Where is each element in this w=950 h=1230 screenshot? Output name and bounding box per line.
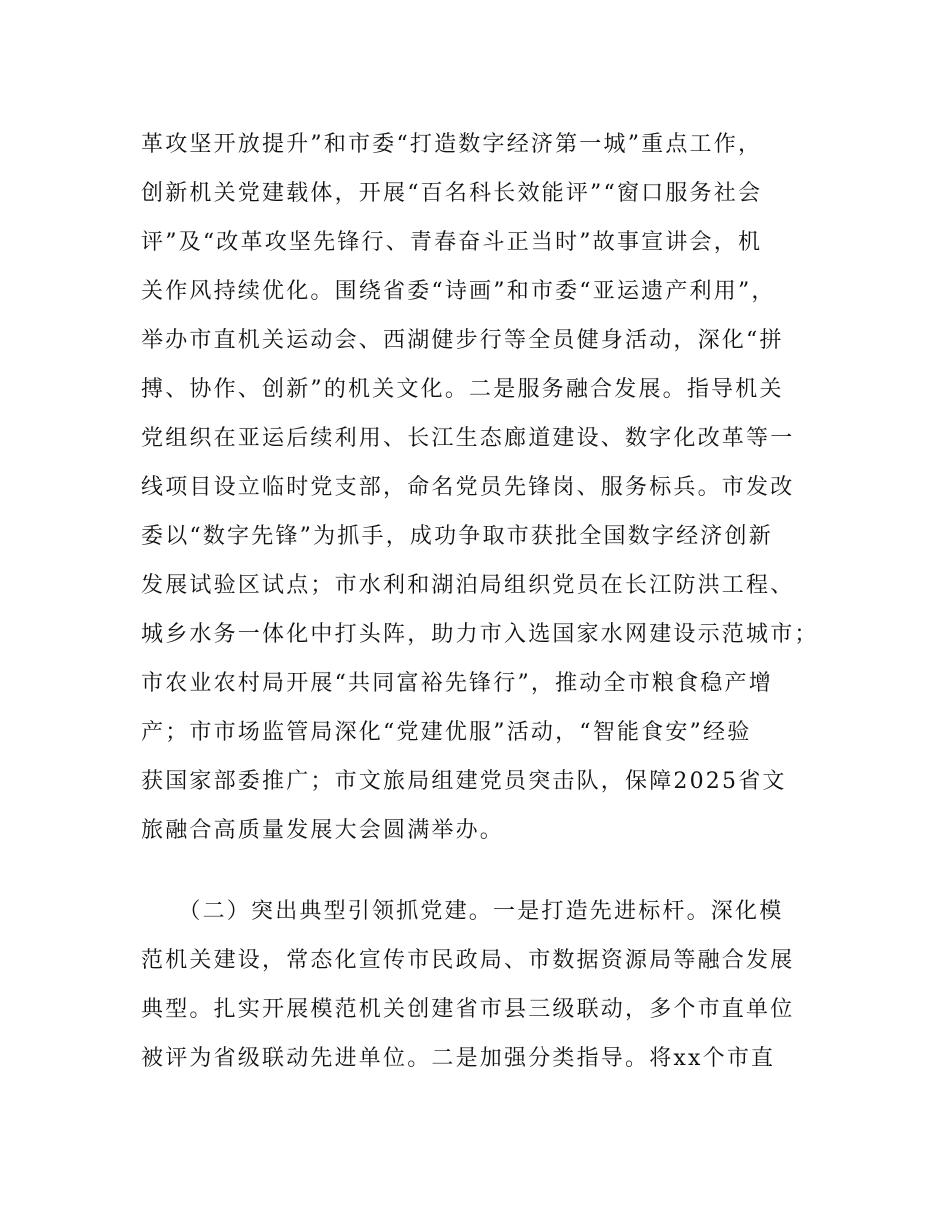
text-line: 旅融合高质量发展大会圆满举办。 <box>141 818 505 843</box>
text-line: 被评为省级联动先进单位。二是加强分类指导。将xx个市直 <box>141 1046 776 1071</box>
text-line: 委以“数字先锋”为抓手，成功争取市获批全国数字经济创新 <box>141 524 773 549</box>
paragraph-1 <box>141 120 819 855</box>
text-line: 城乡水务一体化中打头阵，助力市入选国家水网建设示范城市； <box>141 622 819 647</box>
text-line: 获国家部委推广；市文旅局组建党员突击队，保障2025省文 <box>141 769 787 794</box>
text-line: 党组织在亚运后续利用、长江生态廊道建设、数字化改革等一 <box>141 426 795 451</box>
text-line: 评”及“改革攻坚先锋行、青春奋斗正当时”故事宣讲会，机 <box>141 230 763 255</box>
text-line: 市农业农村局开展“共同富裕先锋行”，推动全市粮食稳产增 <box>141 671 773 696</box>
text-line: 范机关建设，常态化宣传市民政局、市数据资源局等融合发展 <box>141 948 795 973</box>
text-line: 举办市直机关运动会、西湖健步行等全员健身活动，深化“拼 <box>141 328 784 353</box>
text-line: 革攻坚开放提升”和市委“打造数字经济第一城”重点工作， <box>141 132 763 157</box>
text-line: 创新机关党建载体，开展“百名科长效能评”“窗口服务社会 <box>141 181 763 206</box>
text-line: 搏、协作、创新”的机关文化。二是服务融合发展。指导机关 <box>141 377 784 402</box>
paragraph-2 <box>141 887 794 1083</box>
text-line: （二）突出典型引领抓党建。一是打造先进标杆。深化模 <box>141 899 784 924</box>
text-line: 发展试验区试点；市水利和湖泊局组织党员在长江防洪工程、 <box>141 573 795 598</box>
text-line: 典型。扎实开展模范机关创建省市县三级联动，多个市直单位 <box>141 997 795 1022</box>
text-line: 产；市市场监管局深化“党建优服”活动，“智能食安”经验 <box>141 720 752 745</box>
text-line: 线项目设立临时党支部，命名党员先锋岗、服务标兵。市发改 <box>141 475 795 500</box>
text-line: 关作风持续优化。围绕省委“诗画”和市委“亚运遗产利用”， <box>141 279 776 304</box>
